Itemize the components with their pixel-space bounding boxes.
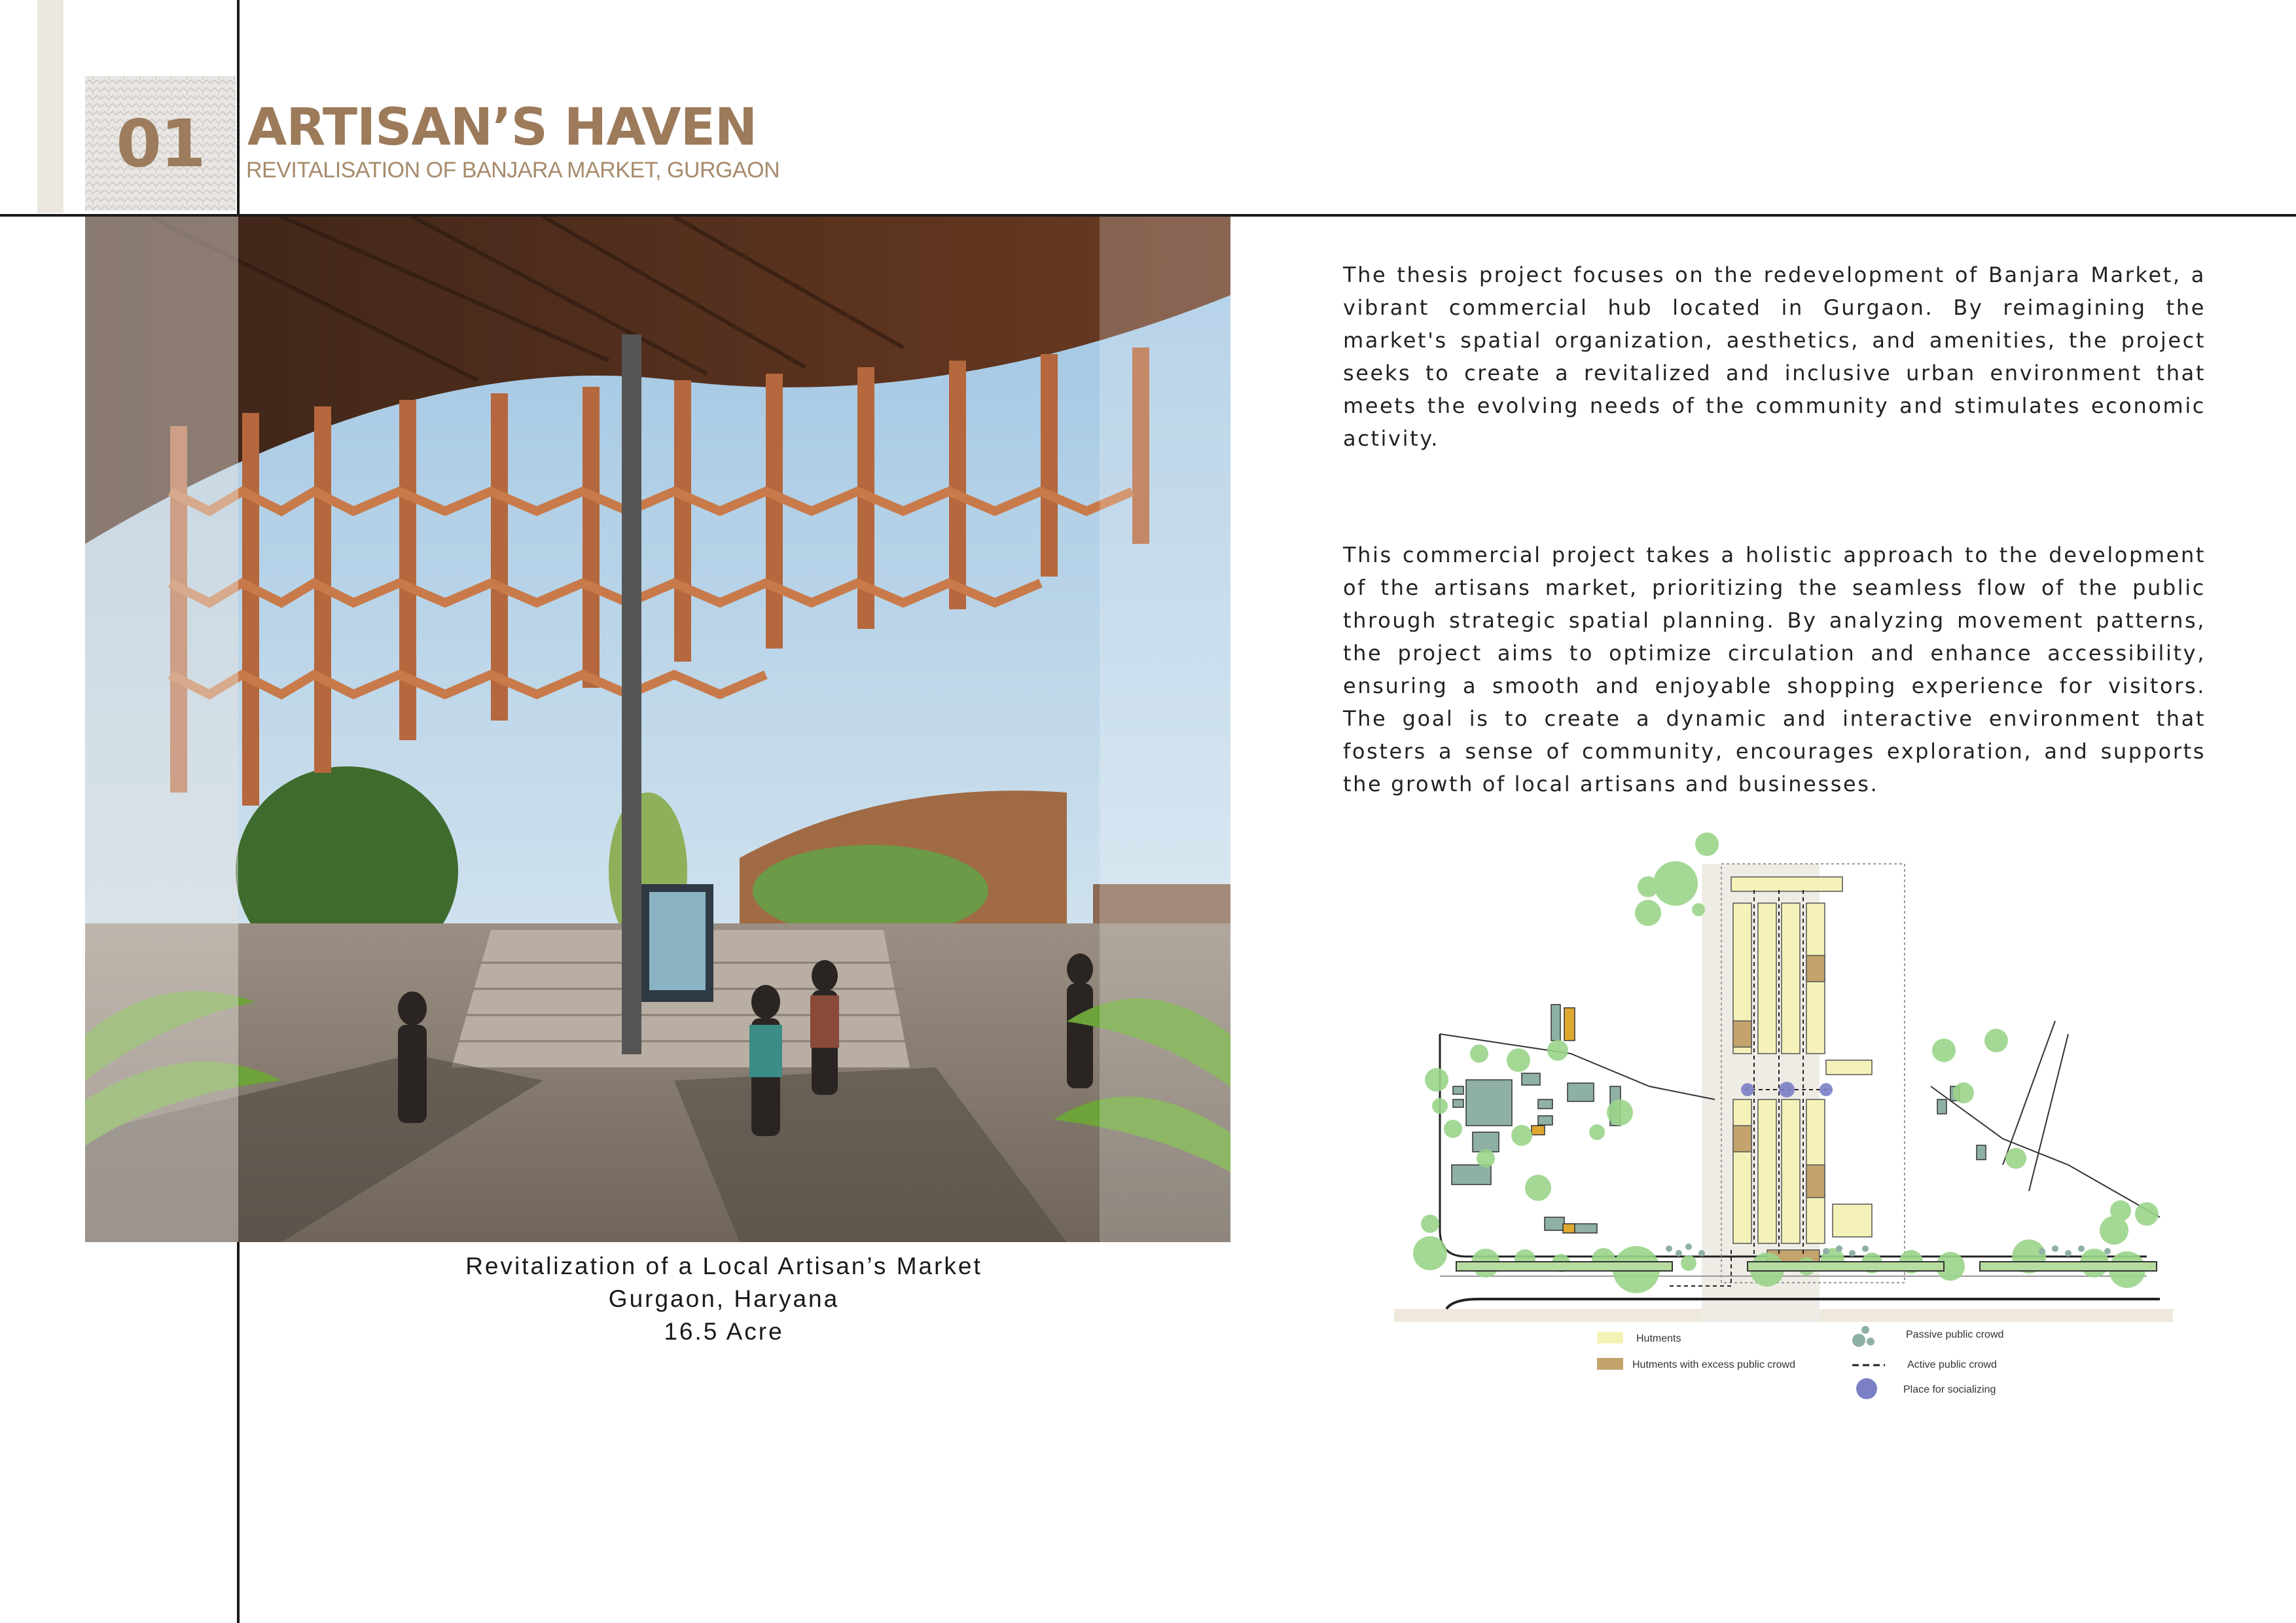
legend-hutments-excess-swatch — [1597, 1358, 1623, 1370]
render-caption-area: 16.5 Acre — [664, 1318, 784, 1345]
render-caption-title: Revitalization of a Local Artisan’s Market — [465, 1253, 982, 1279]
render-caption-location: Gurgaon, Haryana — [608, 1285, 840, 1312]
decorative-strip — [37, 0, 63, 213]
page-title: ARTISAN’S HAVEN — [247, 98, 757, 157]
description-paragraph-2: This commercial project takes a holistic approach to the development of the artisans market, prioritizing the seamless flow of the public through strategic spatial planning. By analyzing movement patterns, the project aims to optimize circulation and enhance accessibility, ensuring a smooth and enjoyable shopping experience for visitors. The goal is to create a dynamic and interactive environment that fosters a sense of community, encourages exploration, and supports the growth of local artisans and businesses. — [1343, 543, 2206, 796]
description-paragraph-1: The thesis project focuses on the redevelopment of Banjara Market, a vibrant commercial hub located in Gurgaon. By reimagining the market's spatial organization, aesthetics, and amenities, the project seeks to create a revitalized and inclusive urban environment that meets the evolving needs of the community and stimulates economic activity. — [1343, 262, 2206, 451]
site-plan-diagram — [1374, 825, 2186, 1414]
page-subtitle: REVITALISATION OF BANJARA MARKET, GURGAON — [246, 158, 780, 183]
legend-active-crowd: Active public crowd — [1907, 1359, 1997, 1370]
legend-socializing: Place for socializing — [1903, 1384, 1996, 1395]
legend-passive-crowd: Passive public crowd — [1906, 1329, 2004, 1340]
legend-hutments-swatch — [1597, 1332, 1623, 1344]
legend-hutments: Hutments — [1636, 1333, 1681, 1344]
page-number: 01 — [116, 105, 205, 182]
market-render-image — [85, 217, 1230, 1242]
legend-hutments-excess: Hutments with excess public crowd — [1632, 1359, 1795, 1370]
